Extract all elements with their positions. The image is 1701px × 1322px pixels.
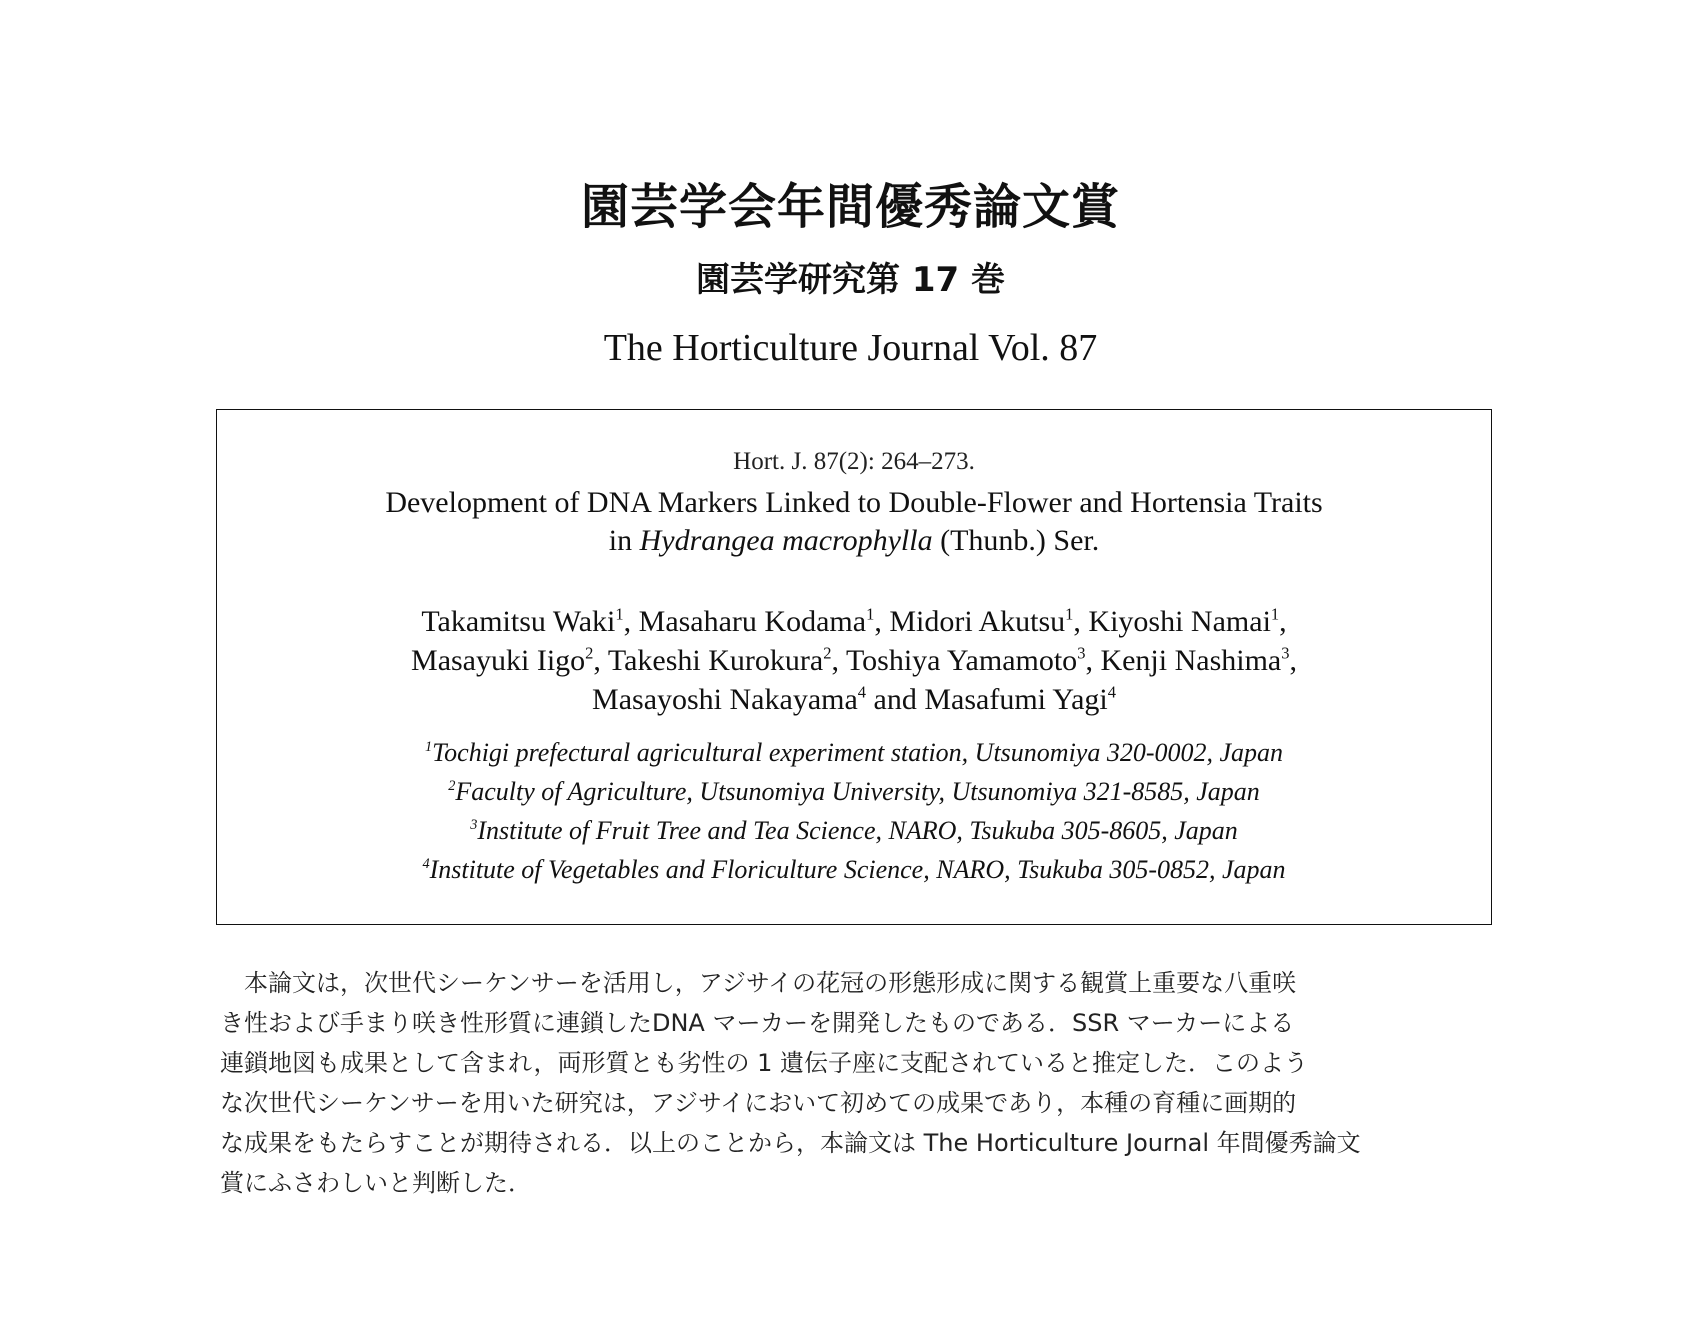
author-separator: , — [1289, 644, 1297, 677]
paper-title-line-1: Development of DNA Markers Linked to Double-Flower and Hortensia Traits — [385, 486, 1323, 519]
author-affiliation-mark: 2 — [585, 643, 594, 663]
paragraph-line: 連鎖地図も成果として含まれ，両形質とも劣性の 1 遺伝子座に支配されていると推定した．このよう — [220, 1049, 1308, 1077]
author-name: Takamitsu Waki — [421, 605, 616, 638]
paragraph-line: き性および手まり咲き性形質に連鎖したDNA マーカーを開発したものである．SSR マーカーによる — [220, 1009, 1295, 1037]
journal-title: The Horticulture Journal Vol. 87 — [603, 327, 1098, 369]
author-affiliation-mark: 3 — [1077, 643, 1086, 663]
author-separator: , — [623, 605, 639, 638]
affiliation-mark: 4 — [422, 856, 430, 872]
paragraph-line: 賞にふさわしいと判断した． — [220, 1169, 532, 1197]
affiliation-mark: 1 — [424, 739, 433, 755]
author-separator: and — [866, 683, 925, 716]
author-separator: , — [874, 605, 890, 638]
author-affiliation-mark: 4 — [857, 682, 867, 702]
author-separator: , — [831, 644, 846, 677]
author-name: Toshiya Yamamoto — [845, 644, 1078, 677]
volume-title: 園芸学研究第 17 巻 — [696, 260, 1005, 300]
citation: Hort. J. 87(2): 264–273. — [733, 448, 975, 475]
author-name: Masafumi Yagi — [924, 683, 1108, 716]
author-affiliation-mark: 2 — [823, 643, 832, 663]
author-separator: , — [1279, 605, 1287, 638]
paragraph-line: な成果をもたらすことが期待される．以上のことから，本論文は The Horticulture Journal 年間優秀論文 — [220, 1129, 1361, 1157]
author-name: Masayuki Iigo — [411, 644, 586, 677]
author-affiliation-mark: 1 — [615, 604, 624, 624]
authors-line-3 — [217, 683, 1491, 717]
affiliation-text: Faculty of Agriculture, Utsunomiya University, Utsunomiya 321-8585, Japan — [455, 777, 1260, 806]
author-name: Kenji Nashima — [1100, 644, 1282, 677]
affiliation-text: Institute of Fruit Tree and Tea Science, NARO, Tsukuba 305-8605, Japan — [477, 816, 1238, 845]
award-title: 園芸学会年間優秀論文賞 — [580, 179, 1120, 235]
affiliation-1 — [217, 738, 1491, 768]
authors-line-1 — [217, 605, 1491, 639]
affiliation-mark: 3 — [470, 817, 478, 833]
author-affiliation-mark: 4 — [1107, 682, 1116, 702]
author-name: Masaharu Kodama — [638, 605, 867, 638]
author-name: Midori Akutsu — [889, 605, 1066, 638]
author-affiliation-mark: 1 — [866, 604, 875, 624]
affiliation-3 — [217, 816, 1491, 846]
species-name: Hydrangea macrophylla — [639, 524, 933, 557]
author-separator: , — [593, 644, 608, 677]
paper-info-box — [216, 409, 1492, 925]
author-affiliation-mark: 3 — [1281, 643, 1290, 663]
paper-title-suffix: (Thunb.) Ser. — [932, 524, 1100, 557]
author-name: Kiyoshi Namai — [1088, 605, 1271, 638]
affiliation-2 — [217, 777, 1491, 807]
authors-line-2 — [217, 644, 1491, 678]
author-affiliation-mark: 1 — [1065, 604, 1074, 624]
author-separator: , — [1085, 644, 1101, 677]
author-affiliation-mark: 1 — [1270, 604, 1280, 624]
affiliation-mark: 2 — [448, 778, 456, 794]
author-separator: , — [1073, 605, 1089, 638]
author-name: Masayoshi Nakayama — [592, 683, 858, 716]
paragraph-line: な次世代シーケンサーを用いた研究は，アジサイにおいて初めての成果であり，本種の育種に画期的 — [220, 1089, 1297, 1117]
paper-title-prefix: in — [608, 524, 640, 557]
author-name: Takeshi Kurokura — [607, 644, 824, 677]
affiliation-4 — [217, 855, 1491, 885]
affiliation-text: Institute of Vegetables and Floriculture Science, NARO, Tsukuba 305-0852, Japan — [429, 855, 1286, 884]
affiliation-text: Tochigi prefectural agricultural experiment station, Utsunomiya 320-0002, Japan — [432, 738, 1284, 767]
paper-title-line-2 — [217, 524, 1491, 558]
paragraph-line: 本論文は，次世代シーケンサーを活用し，アジサイの花冠の形態形成に関する観賞上重要な八重咲 — [220, 969, 1297, 997]
